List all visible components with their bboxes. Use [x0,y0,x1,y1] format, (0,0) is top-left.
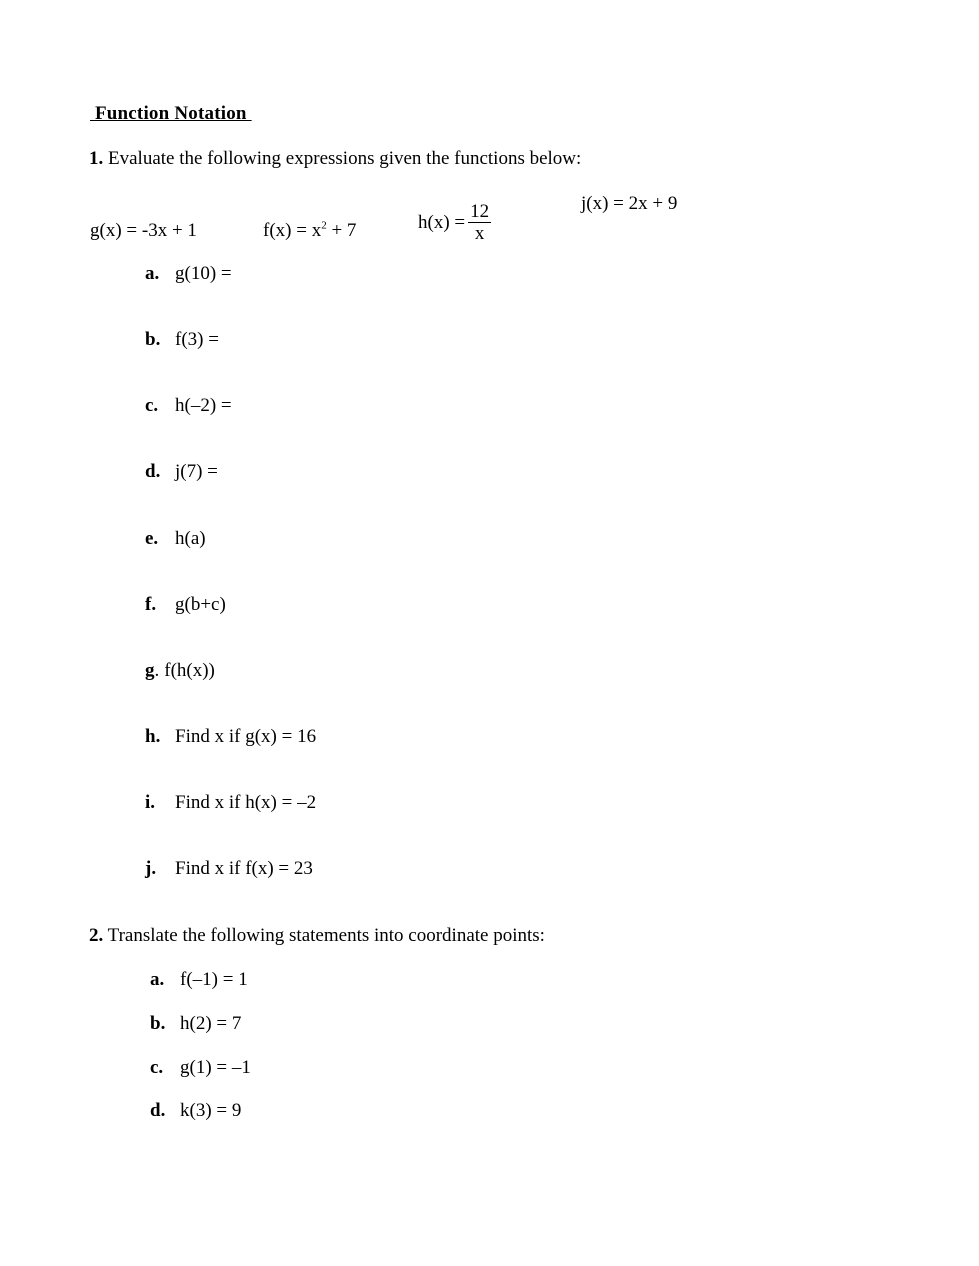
item-letter: b. [150,1013,166,1034]
function-g-expression: g(x) = -3x + 1 [90,220,197,241]
question-2-item-b [150,1013,241,1035]
item-text: g(10) = [175,263,232,284]
function-f-exponent: 2 [321,219,327,232]
question-1-number: 1. [89,148,104,169]
item-letter: a. [150,969,165,990]
item-text: f(–1) = 1 [180,969,248,990]
item-letter: c. [150,1057,164,1078]
item-letter: i. [145,792,156,813]
item-text: g(1) = –1 [180,1057,251,1078]
question-1-item-i [145,792,316,814]
question-1-text: Evaluate the following expressions given the functions below: [108,148,582,169]
item-text: h(2) = 7 [180,1013,242,1034]
item-letter: d. [145,461,161,482]
item-letter: a. [145,263,160,284]
question-1-item-f [145,594,226,616]
item-text: f(3) = [175,329,219,350]
item-text: g(b+c) [175,594,226,615]
item-letter-glyph: g [145,660,155,681]
question-2-item-d [150,1100,241,1122]
fraction-twelve-over-x [468,202,491,243]
question-1-item-j [145,858,313,880]
item-text: Find x if g(x) = 16 [175,726,317,747]
item-letter: j. [145,858,157,879]
function-f-lhs: f(x) = x [263,220,322,241]
item-letter: d. [150,1100,166,1121]
item-text: j(7) = [175,461,218,482]
item-letter: h. [145,726,161,747]
function-h-lhs: h(x) = [418,211,466,233]
item-text: h(–2) = [175,395,232,416]
function-definition-f [263,220,356,242]
fraction-denominator: x [474,223,485,244]
item-text: f(h(x)) [164,660,215,681]
question-2-prompt [89,925,545,947]
item-letter: b. [145,329,161,350]
function-definition-j [581,193,677,215]
question-1-item-e [145,528,206,550]
question-2-item-a [150,969,248,991]
question-1-item-c [145,395,232,417]
question-2-text: Translate the following statements into coordinate points: [107,925,545,946]
question-1-prompt [89,148,581,170]
question-1-item-b [145,329,219,351]
question-2-number: 2. [89,925,104,946]
fraction-numerator: 12 [470,201,490,222]
item-text: h(a) [175,528,206,549]
item-letter: c. [145,395,159,416]
question-1-item-g [145,660,215,682]
item-text: Find x if f(x) = 23 [175,858,313,879]
page-title: Function Notation [90,103,252,124]
function-f-rhs: + 7 [326,220,357,241]
item-text: k(3) = 9 [180,1100,242,1121]
function-definition-h [418,203,491,244]
function-definition-g [90,220,197,242]
function-j-expression: j(x) = 2x + 9 [581,193,678,214]
item-letter [145,660,159,682]
item-text: Find x if h(x) = –2 [175,792,317,813]
question-2-item-c [150,1057,251,1079]
item-letter: e. [145,528,159,549]
question-1-item-h [145,726,316,748]
question-1-item-a [145,263,232,285]
item-letter-period: . [154,660,160,681]
question-1-item-d [145,461,218,483]
item-letter: f. [145,594,157,615]
